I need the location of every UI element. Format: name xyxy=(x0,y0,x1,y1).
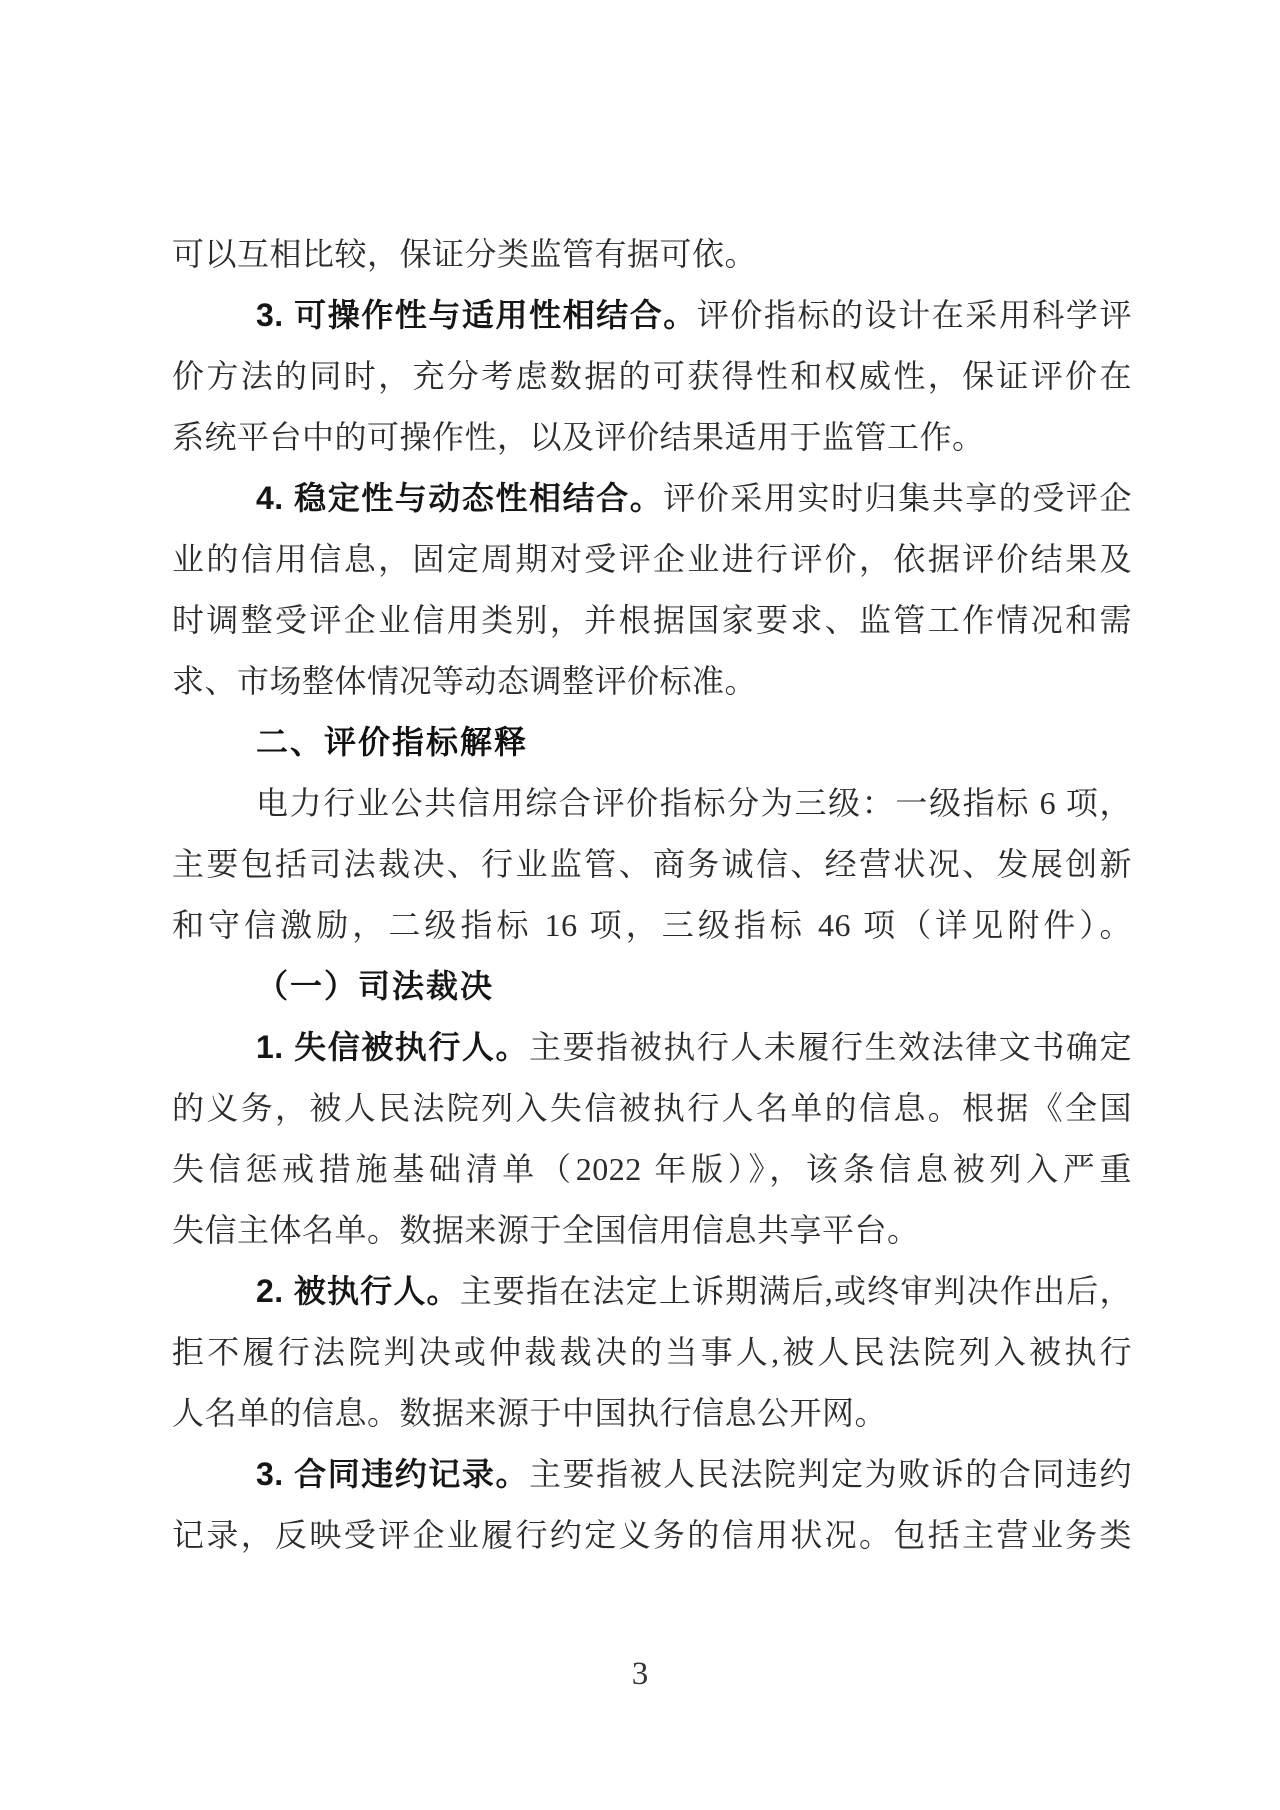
heading-text: 二、评价指标解释 xyxy=(256,724,529,760)
body-line xyxy=(172,651,1132,712)
body-line xyxy=(172,1078,1132,1139)
body-line xyxy=(172,224,1132,285)
body-line xyxy=(172,346,1132,407)
line-text: 业的信用信息，固定周期对受评企业进行评价，依据评价结果及 xyxy=(172,541,1132,577)
line-text: 主要指被执行人未履行生效法律文书确定 xyxy=(529,1029,1132,1065)
body-line xyxy=(172,895,1132,956)
body-line xyxy=(172,285,1132,346)
line-text: 可以互相比较，保证分类监管有据可依。 xyxy=(172,236,758,272)
body-line xyxy=(172,1444,1132,1505)
line-text: 时调整受评企业信用类别，并根据国家要求、监管工作情况和需 xyxy=(172,602,1132,638)
line-text: 记录，反映受评企业履行约定义务的信用状况。包括主营业务类 xyxy=(172,1517,1132,1553)
bold-lead: 3. 合同违约记录。 xyxy=(256,1456,530,1492)
line-text: 价方法的同时，充分考虑数据的可获得性和权威性，保证评价在 xyxy=(172,358,1132,394)
line-text: 评价采用实时归集共享的受评企 xyxy=(663,480,1132,516)
section-heading xyxy=(172,712,1132,773)
line-text: 和守信激励，二级指标 16 项，三级指标 46 项（详见附件）。 xyxy=(172,907,1132,943)
line-text: 拒不履行法院判决或仲裁裁决的当事人,被人民法院列入被执行 xyxy=(172,1334,1132,1370)
bold-lead: 3. 可操作性与适用性相结合。 xyxy=(256,297,697,333)
body-line xyxy=(172,468,1132,529)
line-text: 主要指在法定上诉期满后,或终审判决作出后， xyxy=(459,1273,1132,1309)
body-line xyxy=(172,1261,1132,1322)
line-text: 失信主体名单。数据来源于全国信用信息共享平台。 xyxy=(172,1212,920,1248)
bold-lead: 2. 被执行人。 xyxy=(256,1273,460,1309)
body-line xyxy=(172,1322,1132,1383)
body-line xyxy=(172,1383,1132,1444)
heading-text: （一）司法裁决 xyxy=(256,968,495,1004)
document-body xyxy=(172,224,1132,1566)
line-text: 求、市场整体情况等动态调整评价标准。 xyxy=(172,663,758,699)
body-line xyxy=(172,590,1132,651)
body-line xyxy=(172,407,1132,468)
body-line xyxy=(172,773,1132,834)
page-number: 3 xyxy=(631,1656,649,1692)
body-line xyxy=(172,1200,1132,1261)
body-line xyxy=(172,529,1132,590)
body-line xyxy=(172,1017,1132,1078)
body-line xyxy=(172,1139,1132,1200)
bold-lead: 4. 稳定性与动态性相结合。 xyxy=(256,480,664,516)
line-text: 主要包括司法裁决、行业监管、商务诚信、经营状况、发展创新 xyxy=(172,846,1132,882)
body-line xyxy=(172,1505,1132,1566)
body-line xyxy=(172,834,1132,895)
line-text: 失信惩戒措施基础清单（2022 年版）》，该条信息被列入严重 xyxy=(172,1151,1132,1187)
line-text: 人名单的信息。数据来源于中国执行信息公开网。 xyxy=(172,1395,888,1431)
line-text: 的义务，被人民法院列入失信被执行人名单的信息。根据《全国 xyxy=(172,1090,1132,1126)
line-text: 电力行业公共信用综合评价指标分为三级：一级指标 6 项， xyxy=(256,785,1132,821)
line-text: 系统平台中的可操作性，以及评价结果适用于监管工作。 xyxy=(172,419,985,455)
line-text: 主要指被人民法院判定为败诉的合同违约 xyxy=(529,1456,1132,1492)
subsection-heading xyxy=(172,956,1132,1017)
line-text: 评价指标的设计在采用科学评 xyxy=(696,297,1132,333)
bold-lead: 1. 失信被执行人。 xyxy=(256,1029,530,1065)
